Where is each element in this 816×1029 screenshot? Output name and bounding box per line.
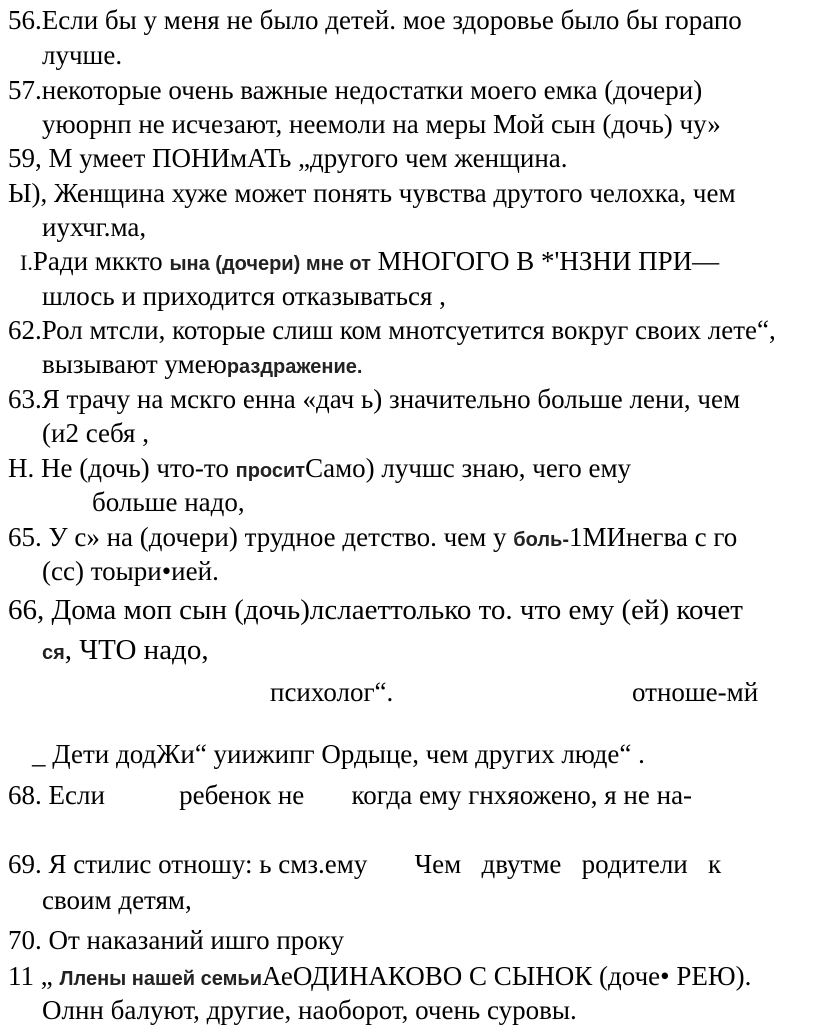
item-number: 68. xyxy=(8,780,42,810)
item-y xyxy=(8,177,736,209)
item-68 xyxy=(8,779,692,811)
item-63 xyxy=(8,383,740,415)
item-i xyxy=(20,245,719,280)
item-11 xyxy=(8,960,751,995)
item-number: 57. xyxy=(8,75,42,105)
item-text: АеОДИНАКОВО С СЫНОК (доче• РЕЮ). xyxy=(262,961,752,991)
item-n xyxy=(8,452,631,487)
scan-fragment: Ллены нашей семьи xyxy=(59,968,263,990)
item-text: М умеет ПОНИмАТь „другого чем женщина. xyxy=(48,143,568,173)
item-number: 70. xyxy=(8,925,42,955)
item-11-cont: Олнн балуют, другие, наоборот, очень суровы. xyxy=(42,995,577,1025)
scan-fragment: просит xyxy=(235,460,306,482)
item-number: 66, xyxy=(8,594,45,626)
item-66-cont xyxy=(42,634,209,669)
item-text: МНОГОГО В *'НЗНИ ПРИ— xyxy=(377,246,720,276)
item-62-cont xyxy=(42,348,362,383)
item-text: Я трачу на мскго енна «дач ь) значительно больше лени, чем xyxy=(41,384,741,414)
item-59 xyxy=(8,142,568,174)
item-number: 59, xyxy=(8,143,42,173)
fragment-right: отноше-мй xyxy=(632,677,759,707)
item-56-cont: лучше. xyxy=(42,40,123,70)
item-text: Женщина хуже может понять чувства друтого челохка, чем xyxy=(54,178,736,208)
item-text: Если бы у меня не было детей. мое здоровье было бы горапо xyxy=(41,5,742,35)
scan-fragment: ся xyxy=(42,642,65,664)
item-62 xyxy=(8,314,776,346)
item-number: 56. xyxy=(8,5,42,35)
item-y-cont: иухчг.ма, xyxy=(42,212,147,242)
item-69-cont: своим детям, xyxy=(42,885,192,915)
item-text: некоторые очень важные недостатки моего емка (дочери) xyxy=(41,75,703,105)
item-text: , ЧТО надо, xyxy=(64,634,209,666)
scan-fragment: раздражение. xyxy=(226,356,363,378)
item-text: У с» на (дочери) трудное детство. чем у xyxy=(48,522,507,552)
item-56 xyxy=(8,4,742,36)
item-i-cont: шлось и приходится отказываться , xyxy=(42,281,446,311)
item-57 xyxy=(8,74,702,106)
item-text: Если ребенок не когда ему гнхяожено, я не на- xyxy=(48,780,693,810)
item-n-cont: больше надо, xyxy=(92,487,245,517)
item-66 xyxy=(8,594,743,626)
scan-fragment: ына (дочери) мне от xyxy=(169,253,371,275)
item-number: 11 „ xyxy=(8,961,53,991)
item-text: От наказаний ишго проку xyxy=(48,925,344,955)
item-65-cont: (сс) тоыри•ией. xyxy=(42,556,219,586)
scan-fragment: боль- xyxy=(513,529,569,551)
item-number: Н. xyxy=(8,453,35,483)
item-text: Не (дочь) что-то xyxy=(41,453,229,483)
item-number: 63. xyxy=(8,384,42,414)
item-65 xyxy=(8,521,737,556)
item-children: _ Дети додЖи“ уиижипг Ордыце, чем других люде“ . xyxy=(32,739,645,769)
item-57-cont: уюорнп не исчезают, неемоли на меры Мой сын (дочь) чу» xyxy=(42,109,721,139)
item-number: 65. xyxy=(8,522,42,552)
item-63-cont: (и2 себя , xyxy=(42,418,149,448)
item-text: Само) лучшс знаю, чего ему xyxy=(305,453,632,483)
item-70 xyxy=(8,924,344,956)
item-number: I. xyxy=(20,250,33,275)
fragment-left: психолог“. xyxy=(270,677,394,707)
item-text: Дома моп сын (дочь)лслаеттолько то. что ему (ей) кочет xyxy=(51,594,743,626)
item-number: 69. xyxy=(8,849,42,879)
item-text: Рол мтсли, которые слиш ком мнотсуетится вокруг своих лете“, xyxy=(41,315,776,345)
item-text: вызывают умею xyxy=(42,349,227,379)
item-69 xyxy=(8,848,721,880)
item-number: Ы), xyxy=(8,178,48,208)
item-number: 62. xyxy=(8,315,42,345)
item-text: Я стилис отношу: ь смз.ему Чем двутме родители к xyxy=(48,849,722,879)
item-text: Ради мккто xyxy=(32,246,163,276)
item-text: 1МИнегва с го xyxy=(568,522,738,552)
